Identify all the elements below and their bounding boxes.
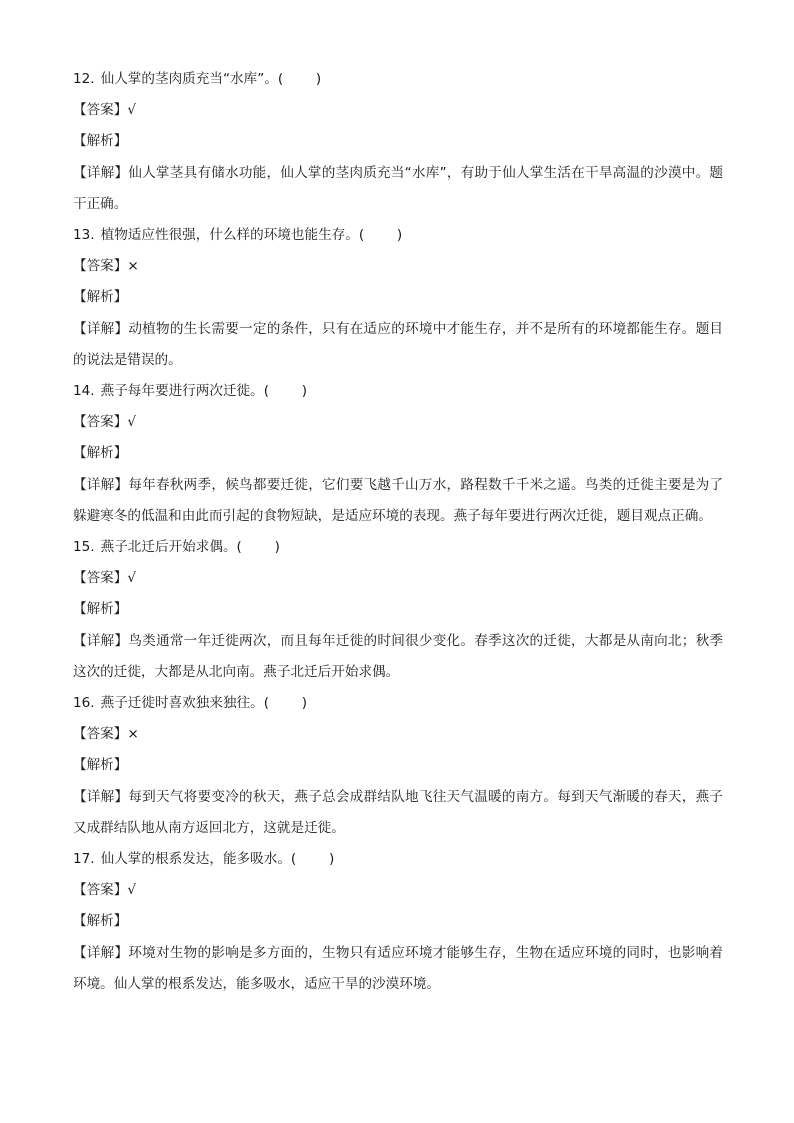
detail-label: 【详解】 [73, 320, 129, 337]
analysis-label: 【解析】 [73, 601, 128, 618]
question-text: 仙人掌的茎肉质充当“水库”。( [100, 71, 284, 87]
answer-value: √ [127, 882, 137, 899]
detail-label: 【详解】 [73, 944, 129, 961]
question-paren-close: ) [396, 227, 403, 244]
detail-text [73, 470, 723, 532]
question-block [73, 532, 734, 688]
detail-label: 【详解】 [73, 788, 129, 805]
answer-line [73, 875, 734, 906]
question-block [73, 376, 734, 532]
answer-value: √ [127, 102, 137, 119]
analysis-label: 【解析】 [73, 757, 128, 774]
answer-line [73, 407, 734, 438]
question-paren-close: ) [328, 851, 335, 868]
answer-label: 【答案】 [73, 102, 128, 119]
answer-value: × [127, 258, 139, 275]
question-number: 16. [73, 695, 95, 712]
detail-body: 动植物的生长需要一定的条件，只有在适应的环境中才能生存，并不是所有的环境都能生存。题目的说法是错误的。 [73, 320, 724, 368]
detail-text [73, 782, 723, 844]
question-text: 仙人掌的根系发达，能多吸水。( [100, 851, 297, 868]
answer-label: 【答案】 [73, 414, 128, 431]
question-stem [73, 532, 734, 563]
analysis-label: 【解析】 [73, 445, 128, 462]
answer-label: 【答案】 [73, 258, 128, 275]
detail-body: 鸟类通常一年迁徙两次，而且每年迁徙的时间很少变化。春季这次的迁徙，大都是从南向北；秋季这次的迁徙，大都是从北向南。燕子北迁后开始求偶。 [73, 632, 724, 680]
question-block [73, 64, 734, 220]
answer-label: 【答案】 [73, 570, 128, 587]
detail-body: 每到天气将要变冷的秋天，燕子总会成群结队地飞往天气温暖的南方。每到天气渐暖的春天，燕子又成群结队地从南方返回北方，这就是迁徙。 [73, 788, 724, 836]
question-number: 15. [73, 539, 95, 556]
question-stem [73, 220, 734, 251]
detail-text [73, 158, 723, 220]
question-stem [73, 844, 734, 875]
question-paren-close: ) [315, 71, 322, 87]
detail-body: 环境对生物的影响是多方面的，生物只有适应环境才能够生存，生物在适应环境的同时，也影响着环境。仙人掌的根系发达，能多吸水，适应干旱的沙漠环境。 [73, 944, 724, 992]
question-text: 植物适应性很强，什么样的环境也能生存。( [100, 227, 365, 244]
question-paren-close: ) [274, 539, 280, 556]
question-paren-close: ) [301, 695, 308, 712]
answer-line [73, 251, 734, 282]
answer-value: √ [127, 570, 137, 587]
detail-text [73, 938, 723, 1000]
question-number: 14. [73, 383, 95, 400]
question-number: 12. [73, 71, 95, 87]
answer-line [73, 95, 734, 126]
detail-text [73, 626, 723, 688]
analysis-label: 【解析】 [73, 913, 128, 930]
question-text: 燕子北迁后开始求偶。( [100, 539, 242, 556]
answer-label: 【答案】 [73, 726, 128, 743]
answer-value: × [127, 726, 139, 743]
answer-line [73, 719, 734, 750]
detail-label: 【详解】 [73, 164, 129, 181]
detail-label: 【详解】 [73, 632, 129, 649]
question-paren-close: ) [301, 383, 308, 400]
answer-value: √ [127, 414, 137, 431]
question-block [73, 220, 734, 376]
question-number: 17. [73, 851, 95, 868]
answer-line [73, 563, 734, 594]
analysis-label: 【解析】 [73, 133, 128, 150]
question-number: 13. [73, 227, 95, 244]
detail-label: 【详解】 [73, 476, 129, 493]
question-stem [73, 64, 734, 95]
detail-text [73, 314, 723, 376]
question-stem [73, 376, 734, 407]
question-block [73, 844, 734, 1000]
detail-body: 仙人掌茎具有储水功能，仙人掌的茎肉质充当“水库”，有助于仙人掌生活在干旱高温的沙漠中。题干正确。 [73, 164, 723, 212]
detail-body: 每年春秋两季，候鸟都要迁徙，它们要飞越千山万水，路程数千千米之遥。鸟类的迁徙主要是为了躲避寒冬的低温和由此而引起的食物短缺，是适应环境的表现。燕子每年要进行两次迁徙，题目观点正确。 [73, 476, 724, 524]
question-stem [73, 688, 734, 719]
question-block [73, 688, 734, 844]
answer-label: 【答案】 [73, 882, 128, 899]
question-text: 燕子迁徙时喜欢独来独往。( [100, 695, 270, 712]
question-text: 燕子每年要进行两次迁徙。( [100, 383, 270, 400]
analysis-label: 【解析】 [73, 289, 128, 306]
